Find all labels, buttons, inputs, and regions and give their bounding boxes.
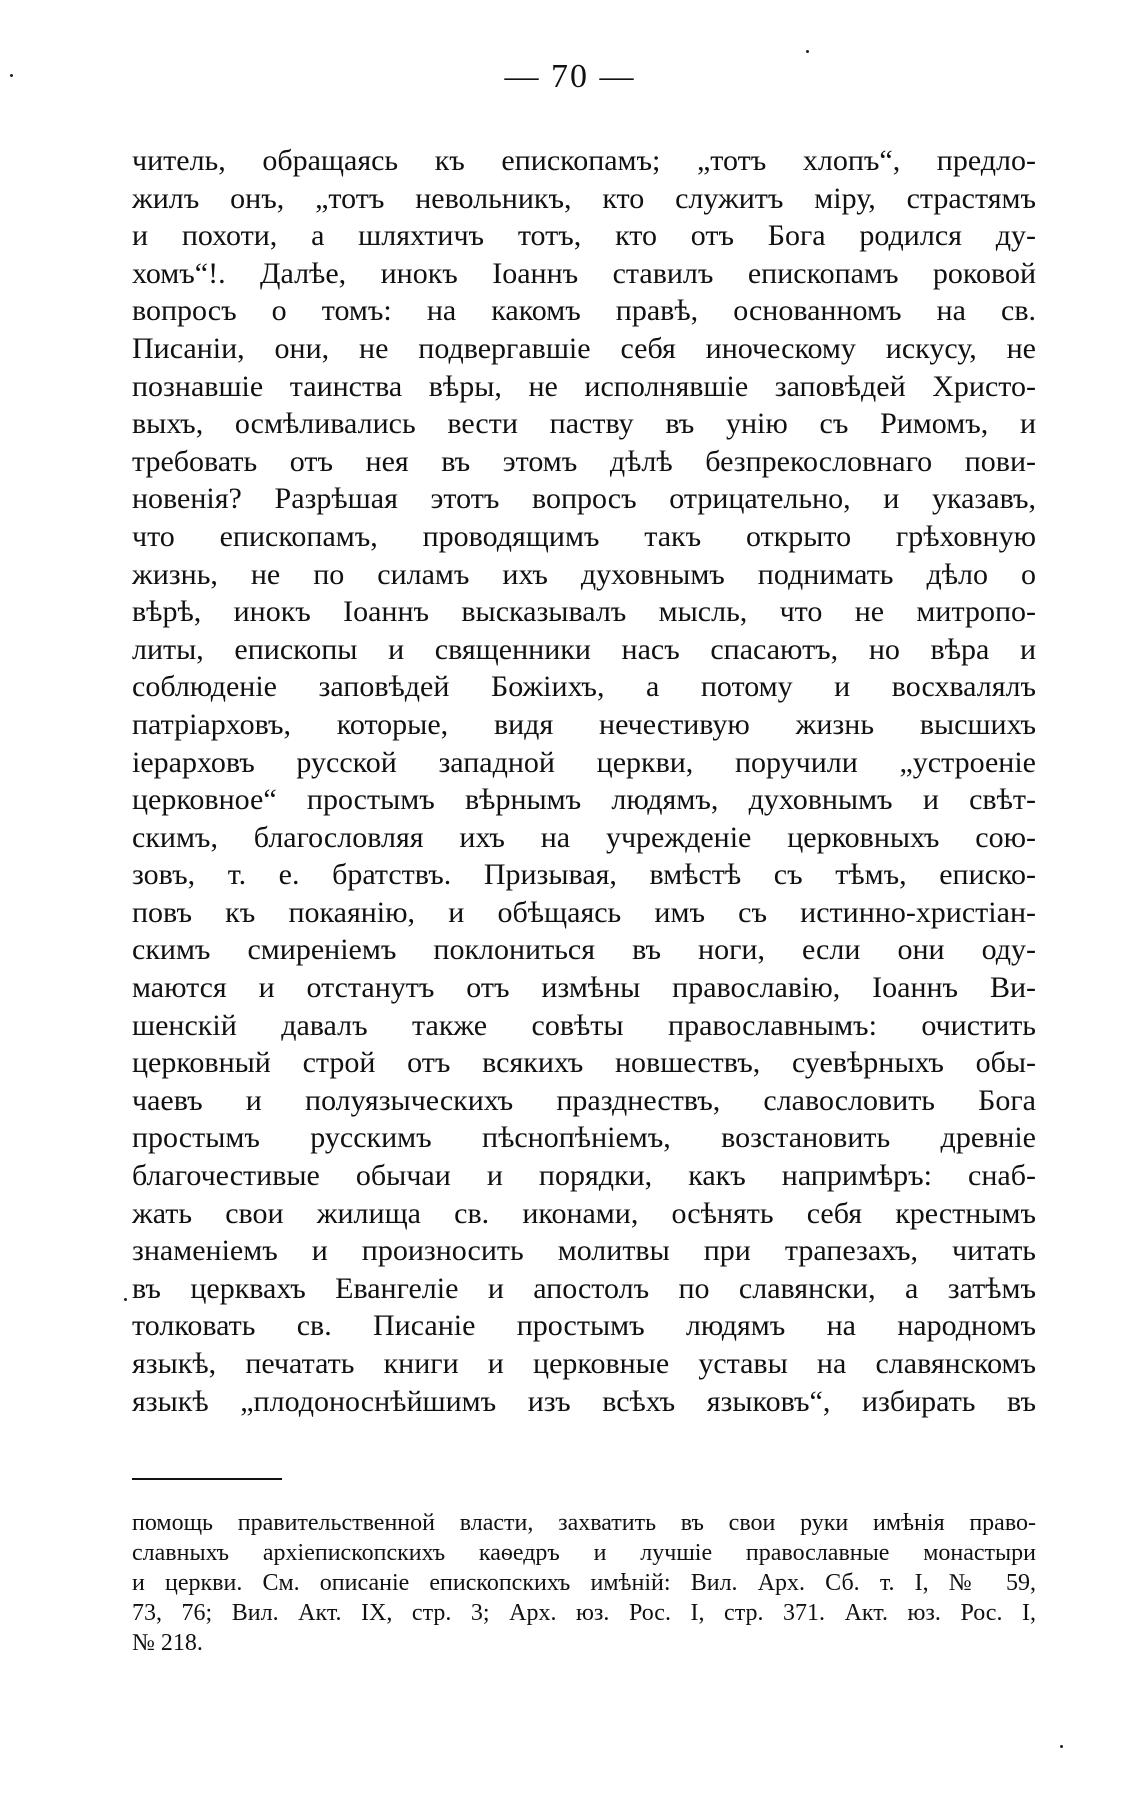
text-line: скимъ, благословляя ихъ на учрежденіе церковныхъ сою-: [132, 820, 1036, 854]
scan-speck: [10, 74, 13, 77]
footnote-line: помощь правительственной власти, захватить въ свои руки имѣнія право-: [132, 1510, 1036, 1536]
text-line: шенскій давалъ также совѣты православнымъ: очистить: [132, 1008, 1036, 1042]
text-line: соблюденіе заповѣдей Божіихъ, а потому и восхвалялъ: [132, 670, 1036, 704]
text-line: зовъ, т. е. братствъ. Призывая, вмѣстѣ съ тѣмъ, еписко-: [132, 858, 1036, 892]
text-line: вѣрѣ, инокъ Іоаннъ высказывалъ мысль, что не митропо-: [132, 595, 1036, 629]
text-line: жилъ онъ, „тотъ невольникъ, кто служитъ міру, страстямъ: [132, 181, 1036, 215]
text-line: церковный строй отъ всякихъ новшествъ, суевѣрныхъ обы-: [132, 1046, 1036, 1080]
page-number: — 70 —: [504, 58, 636, 95]
text-line: въ церквахъ Евангеліе и апостолъ по славянски, а затѣмъ: [132, 1271, 1036, 1305]
footnote-line: славныхъ архіепископскихъ каѳедръ и лучшіе православные монастыри: [132, 1540, 1036, 1566]
footnote-line: и церкви. См. описаніе епископскихъ имѣній: Вил. Арх. Сб. т. I, № 59,: [132, 1570, 1036, 1596]
footnote-divider: [132, 1478, 282, 1480]
text-line: языкѣ „плодоноснѣйшимъ изъ всѣхъ языковъ“, избирать въ: [132, 1384, 1036, 1418]
text-line: что епископамъ, проводящимъ такъ открыто грѣховную: [132, 519, 1036, 553]
text-line: познавшіе таинства вѣры, не исполнявшіе заповѣдей Христо-: [132, 369, 1036, 403]
body-text: [132, 142, 1036, 1420]
scan-speck: [124, 1298, 127, 1301]
scan-speck: [806, 50, 809, 53]
text-line: знаменіемъ и произносить молитвы при трапезахъ, читать: [132, 1234, 1036, 1268]
text-line: благочестивые обычаи и порядки, какъ напримѣръ: снаб-: [132, 1159, 1036, 1193]
text-line: выхъ, осмѣливались вести паству въ унію съ Римомъ, и: [132, 407, 1036, 441]
text-line: языкѣ, печатать книги и церковные уставы на славянскомъ: [132, 1347, 1036, 1380]
footnote-line: № 218.: [132, 1630, 203, 1656]
text-line: читель, обращаясь къ епископамъ; „тотъ хлопъ“, предло-: [132, 144, 1036, 177]
text-line: и похоти, а шляхтичъ тотъ, кто отъ Бога родился ду-: [132, 219, 1036, 253]
text-line: хомъ“!. Далѣе, инокъ Іоаннъ ставилъ епископамъ роковой: [132, 256, 1036, 290]
footnote: [132, 1508, 1036, 1658]
scan-speck: [1060, 1745, 1063, 1748]
text-line: маются и отстанутъ отъ измѣны православію, Іоаннъ Ви-: [132, 971, 1036, 1005]
text-line: простымъ русскимъ пѣснопѣніемъ, возстановить древніе: [132, 1121, 1036, 1155]
text-line: Писаніи, они, не подвергавшіе себя иноческому искусу, не: [132, 331, 1036, 365]
text-line: іерарховъ русской западной церкви, поручили „устроеніе: [132, 745, 1036, 779]
text-line: чаевъ и полуязыческихъ празднествъ, славословить Бога: [132, 1083, 1036, 1117]
text-line: церковное“ простымъ вѣрнымъ людямъ, духовнымъ и свѣт-: [132, 783, 1036, 817]
text-line: жать свои жилища св. иконами, осѣнять себя крестнымъ: [132, 1196, 1036, 1230]
text-line: вопросъ о томъ: на какомъ правѣ, основанномъ на св.: [132, 294, 1036, 328]
footnote-line: 73, 76; Вил. Акт. IX, стр. 3; Арх. юз. Рос. I, стр. 371. Акт. юз. Рос. I,: [132, 1600, 1036, 1626]
text-line: жизнь, не по силамъ ихъ духовнымъ поднимать дѣло о: [132, 557, 1036, 591]
text-line: повъ къ покаянію, и обѣщаясь имъ съ истинно-христіан-: [132, 895, 1036, 929]
text-line: скимъ смиреніемъ поклониться въ ноги, если они оду-: [132, 933, 1036, 967]
text-line: новенія? Разрѣшая этотъ вопросъ отрицательно, и указавъ,: [132, 482, 1036, 516]
text-line: требовать отъ нея въ этомъ дѣлѣ безпрекословнаго пови-: [132, 444, 1036, 478]
text-line: патріарховъ, которые, видя нечестивую жизнь высшихъ: [132, 707, 1036, 741]
text-line: толковать св. Писаніе простымъ людямъ на народномъ: [132, 1309, 1036, 1343]
text-line: литы, епископы и священники насъ спасаютъ, но вѣра и: [132, 632, 1036, 666]
